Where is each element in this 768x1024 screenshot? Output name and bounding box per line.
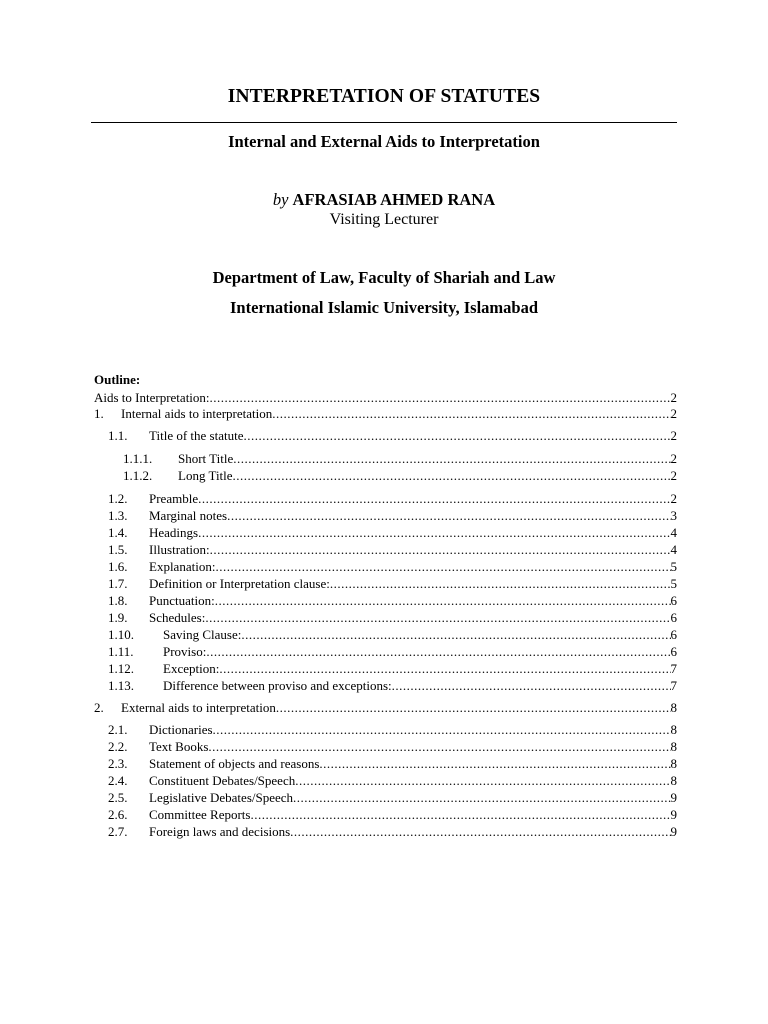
toc-leader-dots <box>206 644 670 660</box>
toc-entry-page: 6 <box>670 627 677 642</box>
toc-leader-dots <box>205 610 670 626</box>
toc-entry[interactable] <box>108 428 677 444</box>
toc-entry-number: 1.13. <box>108 678 134 693</box>
toc-entry-page: 7 <box>670 661 677 676</box>
toc-entry-title: Long Title <box>178 468 233 483</box>
toc-leader-dots <box>233 468 671 484</box>
toc-entry-number: 1.6. <box>108 559 128 574</box>
toc-leader-dots <box>250 807 670 823</box>
toc-entry-number: 1.9. <box>108 610 128 625</box>
toc-entry-number: 1.2. <box>108 491 128 506</box>
toc-entry-page: 9 <box>670 807 677 822</box>
toc-leader-dots <box>233 451 670 467</box>
document-subtitle: Internal and External Aids to Interpretation <box>228 132 540 151</box>
university-name: International Islamic University, Islamabad <box>229 298 539 317</box>
toc-entry-title: Statement of objects and reasons <box>149 756 320 771</box>
toc-entry-page: 2 <box>670 451 677 466</box>
toc-entry[interactable] <box>94 700 677 716</box>
toc-entry-number: 2.7. <box>108 824 128 839</box>
toc-entry-number: 2.3. <box>108 756 128 771</box>
toc-entry-number: 1.10. <box>108 627 134 642</box>
toc-leader-dots <box>290 824 670 840</box>
toc-leader-dots <box>198 525 670 541</box>
toc-entry-title: Title of the statute <box>149 428 244 443</box>
toc-entry-title: Difference between proviso and exceptions: <box>163 678 392 693</box>
toc-entry-page: 4 <box>670 542 677 557</box>
toc-entry-title: Proviso: <box>163 644 207 659</box>
toc-leader-dots <box>293 790 670 806</box>
toc-entry[interactable] <box>108 610 677 626</box>
toc-entry-title: Committee Reports <box>149 807 251 822</box>
toc-entry[interactable] <box>108 559 677 575</box>
toc-entry[interactable] <box>123 451 677 467</box>
toc-leader-dots <box>272 406 670 422</box>
toc-entry-title: Definition or Interpretation clause: <box>149 576 330 591</box>
toc-entry-page: 6 <box>670 593 677 608</box>
document-title: INTERPRETATION OF STATUTES <box>227 86 541 107</box>
toc-leader-dots <box>210 542 671 558</box>
toc-entry-page: 2 <box>670 428 677 443</box>
toc-entry-number: 1.7. <box>108 576 128 591</box>
toc-leader-dots <box>215 593 671 609</box>
toc-entry-number: 2.1. <box>108 722 128 737</box>
toc-entry[interactable] <box>108 722 677 738</box>
toc-entry-page: 7 <box>670 678 677 693</box>
author-name: AFRASIAB AHMED RANA <box>292 190 496 209</box>
toc-entry[interactable] <box>108 627 677 643</box>
toc-entry-page: 8 <box>670 756 677 771</box>
department-name: Department of Law, Faculty of Shariah and Law <box>212 268 556 287</box>
toc-leader-dots <box>210 390 671 406</box>
toc-entry[interactable] <box>108 790 677 806</box>
toc-entry-page: 8 <box>670 739 677 754</box>
toc-entry-number: 1.4. <box>108 525 128 540</box>
toc-entry-title: Short Title <box>178 451 234 466</box>
toc-entry-title: Illustration: <box>149 542 210 557</box>
outline-heading: Outline: <box>94 372 141 387</box>
toc-entry[interactable] <box>108 756 677 772</box>
toc-entry-number: 1.1.2. <box>123 468 153 483</box>
toc-entry[interactable] <box>108 525 677 541</box>
toc-entry-title: Punctuation: <box>149 593 215 608</box>
toc-leader-dots <box>208 739 670 755</box>
toc-entry-title: Explanation: <box>149 559 216 574</box>
toc-leader-dots <box>244 428 671 444</box>
toc-entry-number: 2. <box>94 700 104 715</box>
toc-entry-page: 2 <box>670 406 677 421</box>
toc-entry-page: 8 <box>670 700 677 715</box>
toc-leader-dots <box>392 678 671 694</box>
toc-entry[interactable] <box>108 807 677 823</box>
toc-leader-dots <box>198 491 670 507</box>
toc-entry-page: 9 <box>670 824 677 839</box>
toc-entry[interactable] <box>108 678 677 694</box>
toc-entry-page: 2 <box>670 468 677 483</box>
toc-entry-title: Preamble <box>149 491 199 506</box>
toc-entry-title: Constituent Debates/Speech <box>149 773 296 788</box>
toc-entry-number: 1.8. <box>108 593 128 608</box>
toc-entry-title: Saving Clause: <box>163 627 242 642</box>
toc-entry-page: 6 <box>670 610 677 625</box>
toc-entry-page: 5 <box>670 576 677 591</box>
toc-leader-dots <box>213 722 671 738</box>
toc-entry-number: 1. <box>94 406 104 421</box>
toc-entry-page: 8 <box>670 722 677 737</box>
toc-entry[interactable] <box>108 644 677 660</box>
toc-leader-dots <box>215 559 670 575</box>
toc-entry[interactable] <box>108 542 677 558</box>
toc-entry-number: 1.3. <box>108 508 128 523</box>
toc-entry-page: 2 <box>670 390 677 405</box>
toc-entry-title: Aids to Interpretation: <box>94 390 210 405</box>
toc-entry-number: 2.4. <box>108 773 128 788</box>
toc-entry-title: Dictionaries <box>149 722 213 737</box>
toc-leader-dots <box>241 627 670 643</box>
toc-entry[interactable] <box>108 773 677 789</box>
toc-entry-title: Marginal notes <box>149 508 228 523</box>
toc-entry-title: Text Books <box>149 739 209 754</box>
toc-entry[interactable] <box>108 576 677 592</box>
toc-entry[interactable] <box>108 824 677 840</box>
toc-entry-title: Internal aids to interpretation <box>121 406 273 421</box>
toc-entry[interactable] <box>94 406 677 422</box>
toc-entry-title: Foreign laws and decisions <box>149 824 291 839</box>
toc-leader-dots <box>330 576 671 592</box>
toc-leader-dots <box>276 700 671 716</box>
toc-leader-dots <box>319 756 670 772</box>
toc-entry-number: 1.11. <box>108 644 134 659</box>
toc-entry-number: 2.5. <box>108 790 128 805</box>
toc-entry-number: 1.1.1. <box>123 451 153 466</box>
toc-entry-title: Schedules: <box>149 610 206 625</box>
toc-entry[interactable] <box>108 739 677 755</box>
toc-entry-title: Legislative Debates/Speech <box>149 790 294 805</box>
toc-entry-number: 2.2. <box>108 739 128 754</box>
toc-entry-page: 4 <box>670 525 677 540</box>
toc-entry[interactable] <box>108 491 677 507</box>
toc-entry[interactable] <box>108 661 677 677</box>
toc-entry[interactable] <box>108 593 677 609</box>
toc-entry[interactable] <box>123 468 677 484</box>
toc-entry-title: External aids to interpretation <box>121 700 276 715</box>
byline-by: by <box>272 190 289 209</box>
toc-leader-dots <box>295 773 670 789</box>
toc-entry-number: 1.12. <box>108 661 134 676</box>
toc-entry[interactable] <box>94 390 677 406</box>
toc-entry-page: 9 <box>670 790 677 805</box>
title-divider <box>91 122 677 123</box>
toc-entry-page: 8 <box>670 773 677 788</box>
toc-leader-dots <box>227 508 670 524</box>
toc-entry-page: 6 <box>670 644 677 659</box>
toc-entry-title: Headings <box>149 525 199 540</box>
toc-entry-number: 1.5. <box>108 542 128 557</box>
toc-entry-number: 2.6. <box>108 807 128 822</box>
toc-entry-page: 5 <box>670 559 677 574</box>
toc-entry-page: 2 <box>670 491 677 506</box>
toc-entry[interactable] <box>108 508 677 524</box>
toc-leader-dots <box>219 661 670 677</box>
toc-entry-number: 1.1. <box>108 428 128 443</box>
toc-entry-page: 3 <box>670 508 677 523</box>
author-role: Visiting Lecturer <box>329 211 439 228</box>
toc-entry-title: Exception: <box>163 661 220 676</box>
byline <box>0 190 768 210</box>
